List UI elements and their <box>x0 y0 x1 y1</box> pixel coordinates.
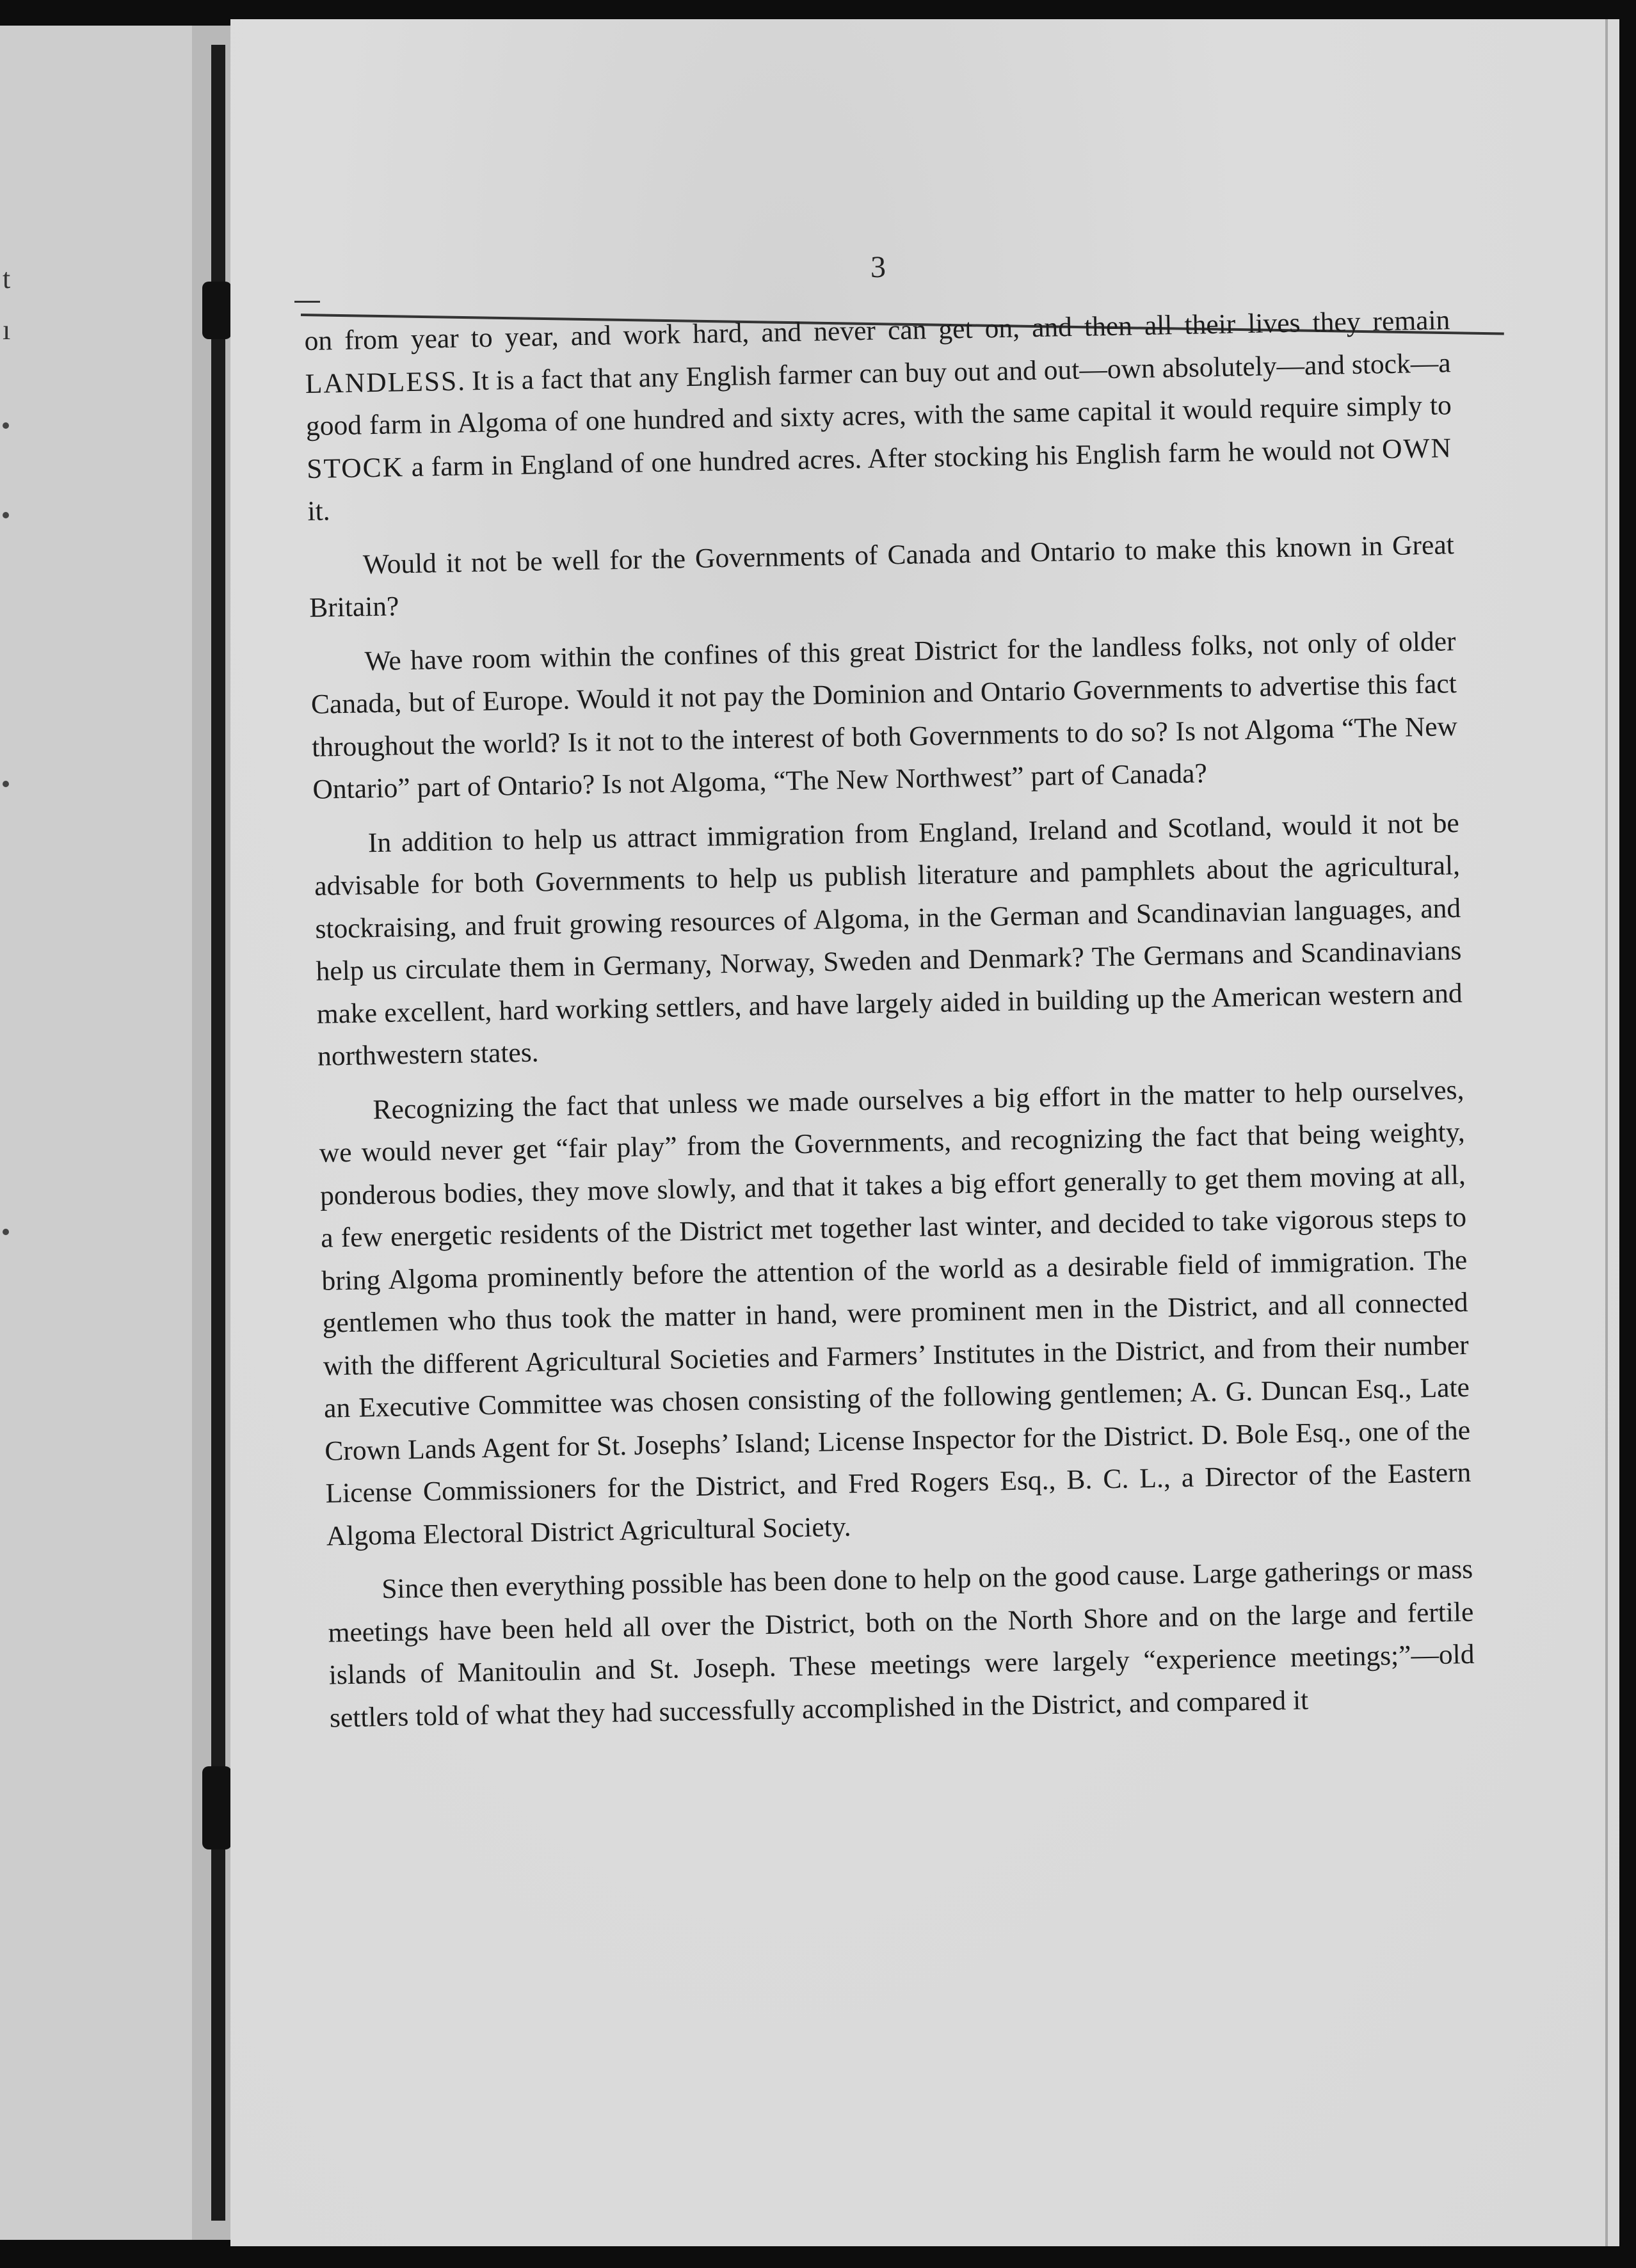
binding-stitch <box>202 282 232 339</box>
paragraph-text: Would it not be well for the Governments of Canada and Ontario to make this known in Great Britain? <box>309 529 1455 623</box>
emphasized-word: LANDLESS <box>305 365 458 399</box>
emphasized-word: STOCK <box>306 451 405 484</box>
page-number: 3 <box>870 250 886 284</box>
paragraph-text: it. <box>307 495 330 527</box>
paragraph <box>304 299 1454 532</box>
adjacent-page-mark <box>3 781 9 787</box>
paragraph-text: on from year to year, and work hard, and never can get on, and then all their lives they remain <box>304 305 1450 356</box>
header-rule-end <box>294 301 320 303</box>
paragraph <box>313 802 1463 1078</box>
emphasized-word: OWN <box>1381 432 1453 465</box>
adjacent-page-fragment: t <box>3 263 11 294</box>
adjacent-page-mark <box>3 1229 9 1235</box>
paragraph-text: . It is a fact that any English farmer can buy out and out—own absolutely—and stock—a good farm in Algoma of one hundred and sixty acres, with the same capital it would require simply to <box>305 347 1452 442</box>
adjacent-page-sliver <box>0 26 193 2240</box>
paragraph-text: We have room within the confines of this great District for the landless folks, not only of older Canada, but of Europe. Would it not pay the Dominion and Ontario Governments to advertise this fact throughout the world? Is it not to the interest of both Governments to do so? Is not Algoma “The New Ontario” part of Ontario? Is not Algoma, “The New Northwest” part of Canada? <box>310 625 1458 805</box>
adjacent-page-fragment: ı <box>3 314 11 346</box>
adjacent-page-mark <box>3 512 9 518</box>
paragraph-text: Since then everything possible has been done to help on the good cause. Large gatherings or mass meetings have been held all over the District, both on the North Shore and on the large and fertile islands of Manitoulin and St. Joseph. These meetings were largely “experience meetings;”—old settlers told of what they had successfully accomplished in the District, and compared it <box>328 1553 1475 1734</box>
body-text <box>304 299 1476 1750</box>
adjacent-page-mark <box>3 422 9 429</box>
paragraph <box>318 1068 1472 1557</box>
paragraph-text: a farm in England of one hundred acres. After stocking his English farm he would not <box>403 433 1383 483</box>
paragraph-text: In addition to help us attract immigration from England, Ireland and Scotland, would it not be advisable for both Governments to help us publish literature and pamphlets about the agricultural, stockraising, and fruit growing resources of Algoma, in the German and Scandinavian languages, and help us circulate them in Germany, Norway, Sweden and Denmark? The Germans and Scandinavians make excellent, hard working settlers, and have largely aided in building up the American western and northwestern states. <box>314 807 1463 1072</box>
binding-stitch <box>202 1766 232 1849</box>
binding-thread <box>211 45 225 2221</box>
document-page <box>230 19 1619 2246</box>
paragraph <box>327 1548 1476 1739</box>
paragraph <box>308 523 1455 630</box>
paragraph <box>310 620 1459 811</box>
page-edge <box>1605 19 1608 2246</box>
paragraph-text: Recognizing the fact that unless we made ourselves a big effort in the matter to help ourselves, we would never get “fair play” from the Governments, and recognizing the fact that being weighty, ponderous bodies, they move slowly, and that it takes a big effort generally to get them moving at all, a few energetic residents of the District met together last winter, and decided to take vigorous steps to bring Algoma prominently before the attention of the world as a desirable field of immigration. The gentlemen who thus took the matter in hand, were prominent men in the District, and all connected with the different Agricultural Societies and Farmers’ Institutes in the District, and from their number an Executive Committee was chosen consisting of the following gentlemen; A. G. Duncan Esq., Late Crown Lands Agent for St. Josephs’ Island; License Inspector for the District. D. Bole Esq., one of the License Commissioners for the District, and Fred Rogers Esq., B. C. L., a Director of the Eastern Algoma Electoral District Agricultural Society. <box>319 1074 1472 1552</box>
